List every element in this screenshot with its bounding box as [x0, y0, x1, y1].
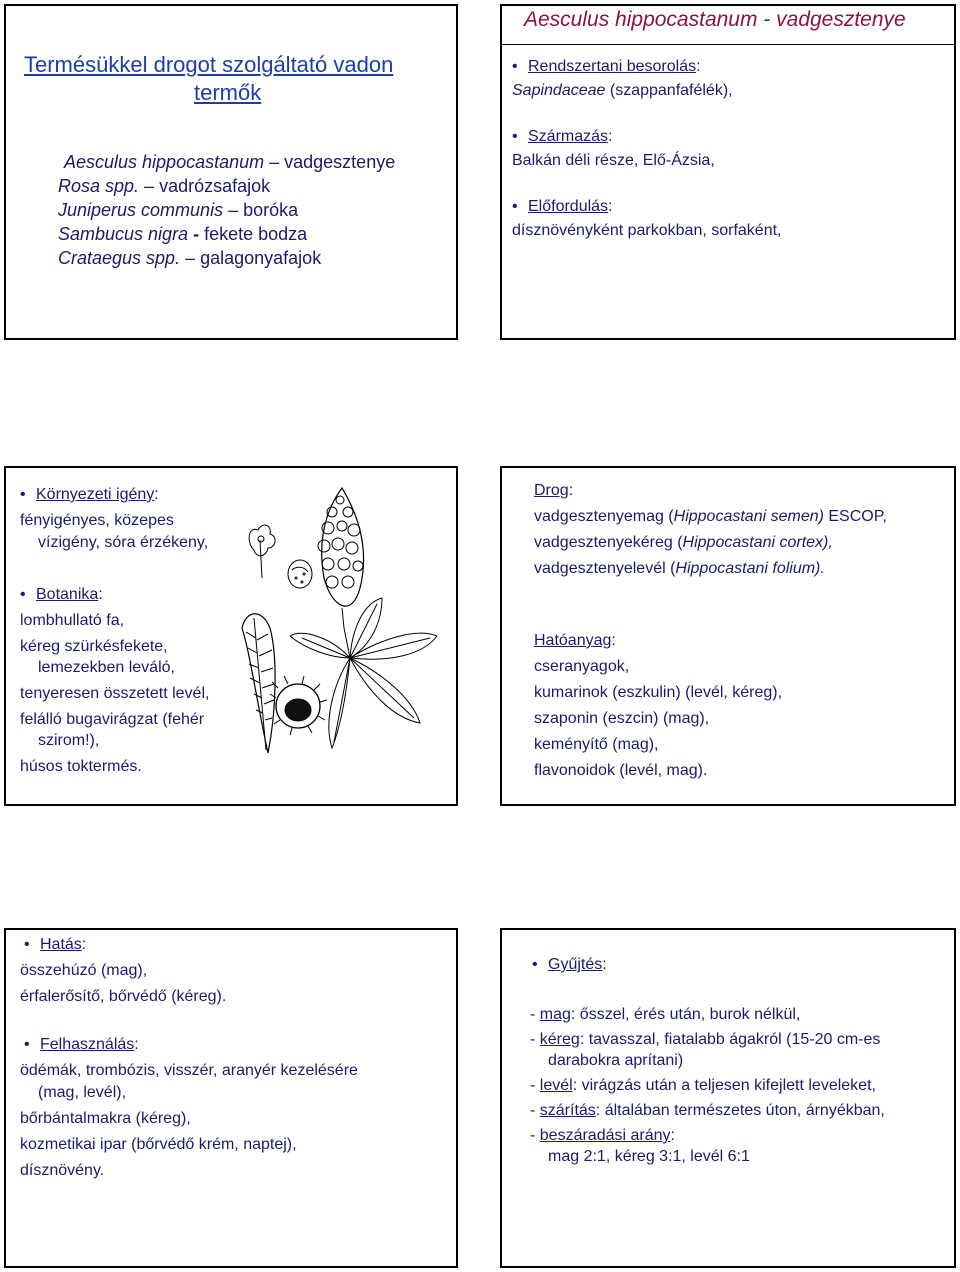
- plant-latin-name: Rosa spp.: [58, 176, 140, 196]
- kornyezeti-heading: • Környezeti igény:: [36, 486, 159, 504]
- plant-hungarian-name: galagonyafajok: [200, 248, 322, 268]
- kornyezeti-line-2: vízigény, sóra érzékeny,: [38, 534, 209, 551]
- hatoanyag-line-4: keményítő (mag),: [534, 736, 659, 753]
- elofordulas-heading: • Előfordulás:: [528, 198, 613, 216]
- botanika-line-2: kéreg szürkésfekete,: [20, 638, 168, 655]
- szarmazas-heading: • Származás:: [528, 128, 612, 146]
- collection-dash: -: [530, 1127, 540, 1144]
- collection-label: mag: [539, 1006, 571, 1023]
- drog-item: [534, 508, 887, 526]
- collection-label: levél: [539, 1077, 573, 1094]
- slide-plant-list: [4, 4, 458, 340]
- plant-latin-name: Juniperus communis: [58, 200, 224, 220]
- collection-label: szárítás: [539, 1102, 596, 1119]
- plant-list-item: [58, 200, 298, 221]
- spiny-fruit-icon: [270, 676, 327, 735]
- collection-text: :: [670, 1127, 675, 1144]
- collection-item: [530, 1077, 876, 1095]
- collection-text: : tavasszal, fiatalabb ágakról (15-20 cm-es: [579, 1031, 881, 1048]
- slide2-title: Aesculus hippocastanum - vadgesztenye: [524, 8, 906, 31]
- hatoanyag-line-5: flavonoidok (levél, mag).: [534, 762, 708, 779]
- botanika-line-4: tenyeresen összetett levél,: [20, 685, 210, 702]
- kornyezeti-line-1: fényigényes, közepes: [20, 512, 174, 529]
- drog-item-latin: Hippocastani cortex),: [682, 534, 833, 551]
- hatoanyag-line-1: cseranyagok,: [534, 658, 630, 675]
- plant-hungarian-name: boróka: [243, 200, 299, 220]
- drog-item-latin: Hippocastani semen): [673, 508, 824, 525]
- plant-latin-name: Sambucus nigra: [58, 224, 189, 244]
- botanika-line-5: felálló bugavirágzat (fehér: [20, 711, 205, 728]
- slide-environment-botany: [4, 466, 458, 806]
- collection-item: [530, 1127, 675, 1145]
- felhasznalas-line-4: kozmetikai ipar (bőrvédő krém, naptej),: [20, 1136, 297, 1153]
- plant-list-item: [58, 224, 307, 245]
- collection-item-continued: mag 2:1, kéreg 3:1, levél 6:1: [548, 1148, 750, 1165]
- plant-hungarian-name: vadrózsafajok: [159, 176, 271, 196]
- drog-item-name: vadgesztenyekéreg (: [534, 534, 683, 551]
- elofordulas-value: dísznövényként parkokban, sorfaként,: [512, 222, 782, 239]
- collection-text: : ősszel, érés után, burok nélkül,: [570, 1006, 801, 1023]
- plant-latin-name: Aesculus hippocastanum: [64, 152, 265, 172]
- felhasznalas-line-1: ödémák, trombózis, visszér, aranyér kezelésére: [20, 1062, 358, 1079]
- drog-item-note: ESCOP,: [823, 508, 887, 525]
- palmate-leaf-icon: [290, 598, 437, 748]
- botanika-line-7: húsos toktermés.: [20, 758, 142, 775]
- botanika-heading: • Botanika:: [36, 586, 103, 604]
- rendszertan-heading: • Rendszertani besorolás:: [528, 58, 701, 76]
- collection-item: [530, 1006, 800, 1024]
- collection-text: : virágzás után a teljesen kifejlett leveleket,: [572, 1077, 876, 1094]
- felhasznalas-line-3: bőrbántalmakra (kéreg),: [20, 1110, 191, 1127]
- drog-item-name: vadgesztenyelevél (: [534, 560, 676, 577]
- slide1-title-line1: Termésükkel drogot szolgáltató vadon: [24, 52, 394, 77]
- plant-hungarian-name: vadgesztenye: [284, 152, 396, 172]
- flower-panicle-icon: [318, 488, 364, 628]
- single-flower-icon: [249, 525, 275, 578]
- collection-dash: -: [530, 1031, 540, 1048]
- collection-item-continued: darabokra aprítani): [548, 1052, 684, 1069]
- plant-list-item: [58, 176, 270, 197]
- gyujtes-heading: • Gyűjtés:: [548, 956, 607, 974]
- collection-item: [530, 1031, 880, 1049]
- hatoanyag-heading: Hatóanyag:: [534, 632, 616, 649]
- plant-separator: –: [180, 248, 201, 268]
- drog-heading: Drog:: [534, 482, 574, 499]
- collection-label: kéreg: [539, 1031, 580, 1048]
- felhasznalas-heading: • Felhasználás:: [40, 1036, 139, 1054]
- slide1-title-line2: termők: [194, 80, 262, 105]
- plant-separator: -: [188, 224, 205, 244]
- hatas-heading: • Hatás:: [40, 936, 86, 954]
- botanika-line-6: szirom!),: [38, 732, 100, 749]
- rendszertan-value: Sapindaceae (szappanfafélék),: [512, 82, 733, 99]
- collection-text: : általában természetes úton, árnyékban,: [595, 1102, 885, 1119]
- plant-latin-name: Crataegus spp.: [58, 248, 181, 268]
- hatoanyag-line-2: kumarinok (eszkulin) (levél, kéreg),: [534, 684, 783, 701]
- plant-list-item: [64, 152, 395, 173]
- horse-chestnut-illustration: [232, 478, 458, 778]
- plant-list-item: [58, 248, 321, 269]
- seed-icon: [288, 560, 312, 588]
- drog-item: [534, 534, 833, 552]
- hatoanyag-line-3: szaponin (eszcin) (mag),: [534, 710, 710, 727]
- leaflet-icon: [242, 614, 275, 753]
- drog-item: [534, 560, 825, 578]
- collection-dash: -: [530, 1006, 540, 1023]
- plant-hungarian-name: fekete bodza: [204, 224, 308, 244]
- botanika-line-1: lombhullató fa,: [20, 612, 125, 629]
- slide-drug-compounds: [500, 466, 956, 806]
- title-divider: [502, 44, 954, 45]
- hatas-line-1: összehúzó (mag),: [20, 962, 148, 979]
- plant-separator: –: [139, 176, 160, 196]
- plant-separator: –: [264, 152, 285, 172]
- collection-dash: -: [530, 1077, 540, 1094]
- hatas-line-2: érfalerősítő, bőrvédő (kéreg).: [20, 988, 227, 1005]
- collection-item: [530, 1102, 885, 1120]
- collection-label: beszáradási arány: [539, 1127, 671, 1144]
- drog-item-name: vadgesztenyemag (: [534, 508, 674, 525]
- collection-dash: -: [530, 1102, 540, 1119]
- slide-effects-usage: [4, 928, 458, 1268]
- felhasznalas-line-2: (mag, levél),: [38, 1084, 127, 1101]
- szarmazas-value: Balkán déli része, Elő-Ázsia,: [512, 152, 715, 169]
- slide-aesculus-overview: [500, 4, 956, 340]
- slide-collection: [500, 928, 956, 1268]
- drog-item-latin: Hippocastani folium).: [675, 560, 825, 577]
- felhasznalas-line-5: dísznövény.: [20, 1162, 105, 1179]
- plant-separator: –: [223, 200, 244, 220]
- botanika-line-3: lemezekben leváló,: [38, 659, 175, 676]
